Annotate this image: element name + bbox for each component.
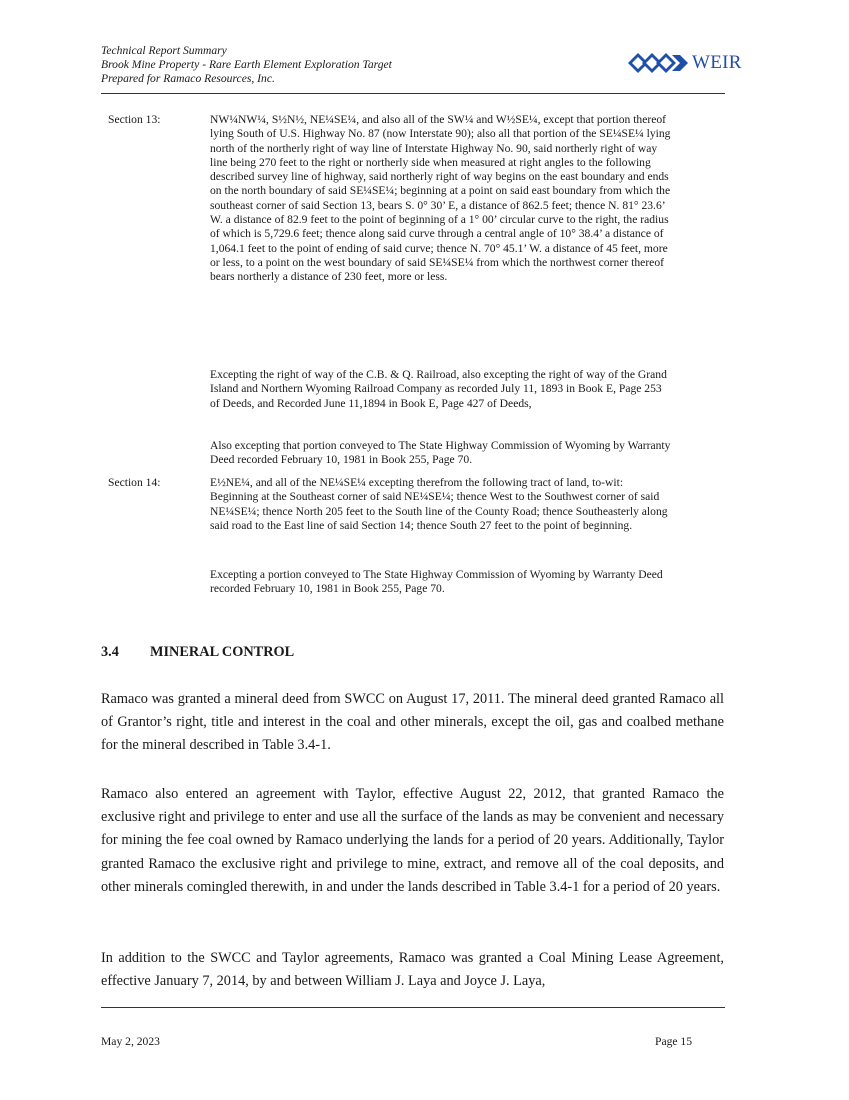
weir-chevrons-icon xyxy=(628,51,690,75)
section-13-highway-exception: Also excepting that portion conveyed to The State Highway Commission of Wyoming by Warranty Deed recorded February 10, 1981 in Book 255, Page 70. xyxy=(210,439,671,467)
page-number: Page 15 xyxy=(655,1035,693,1048)
footer-date: May 2, 2023 xyxy=(101,1035,160,1048)
section-title: MINERAL CONTROL xyxy=(150,644,295,660)
section-14-description: E½NE¼, and all of the NE¼SE¼ excepting therefrom the following tract of land, to-wit: Beginning at the Southeast corner of said NE¼SE¼; thence West to the Southwest corner of said NE¼SE¼; thence North 205 feet to the South line of the County Road; thence Southeasterly along said road to the East line of said Section 14; thence South 27 feet to the point of beginning. xyxy=(210,476,668,532)
header-divider xyxy=(101,93,725,94)
section-13-description: NW¼NW¼, S½N½, NE¼SE¼, and also all of the SW¼ and W½SE¼, except that portion thereof lying South of U.S. Highway No. 87 (now Interstate 90); also all that portion of the SE¼SE¼ lying north of the northerly right of way line of Interstate Highway No. 90, said northerly right of way line being 270 feet to the right or northerly side when measured at right angles to the following described survey line of highway, said northerly right of way begins on the east boundary and ends on the north boundary of said SE¼SE¼; beginning at a point on said east boundary from which the southeast corner of said Section 13, bears S. 0° 30’ E, a distance of 862.5 feet; thence N. 81° 23.6’ W. a distance of 82.9 feet to the point of beginning of a 1° 00’ circular curve to the right, the radius of which is 5,729.6 feet; thence along said curve through a central angle of 10° 38.4’ a distance of 1,064.1 feet to the point of ending of said curve; thence N. 70° 45.1’ W. a distance of 45 feet, more or less, to a point on the west boundary of said SE¼SE¼ from which the northwest corner thereof bears northerly a distance of 230 feet, more or less. xyxy=(210,113,671,284)
section-14-highway-exception: Excepting a portion conveyed to The State Highway Commission of Wyoming by Warranty Deed recorded February 10, 1981 in Book 255, Page 70. xyxy=(210,568,663,596)
weir-logo xyxy=(628,50,748,76)
section-13-label: Section 13: xyxy=(108,113,161,126)
header-line-subtitle: Brook Mine Property - Rare Earth Element Exploration Target xyxy=(101,58,392,72)
section-14-label: Section 14: xyxy=(108,476,161,489)
body-paragraph-lease-agreement: In addition to the SWCC and Taylor agreements, Ramaco was granted a Coal Mining Lease Agreement, effective January 7, 2014, by and between William J. Laya and Joyce J. Laya, xyxy=(101,950,724,990)
header-line-prepared-for: Prepared for Ramaco Resources, Inc. xyxy=(101,72,275,86)
weir-logo-text: WEIR xyxy=(692,52,742,73)
section-number: 3.4 xyxy=(101,644,119,660)
section-heading xyxy=(101,644,294,661)
footer-divider xyxy=(101,1007,725,1008)
body-paragraph-taylor-agreement: Ramaco also entered an agreement with Taylor, effective August 22, 2012, that granted Ramaco the exclusive right and privilege to enter and use all the surface of the lands as may be convenient and necessary for mining the fee coal owned by Ramaco underlying the lands for a period of 20 years. Additionally, Taylor granted Ramaco the exclusive right and privilege to mine, extract, and remove all of the coal deposits, and other minerals comingled therewith, in and under the lands described in Table 3.4-1 for a period of 20 years. xyxy=(101,786,724,895)
header-line-title: Technical Report Summary xyxy=(101,44,227,57)
body-paragraph-mineral-deed: Ramaco was granted a mineral deed from SWCC on August 17, 2011. The mineral deed granted Ramaco all of Grantor’s right, title and interest in the coal and other minerals, except the oil, gas and coalbed methane for the mineral described in Table 3.4-1. xyxy=(101,691,724,754)
section-13-railroad-exception: Excepting the right of way of the C.B. & Q. Railroad, also excepting the right of way of the Grand Island and Northern Wyoming Railroad Company as recorded July 11, 1893 in Book E, Page 253 of Deeds, and Recorded June 11,1894 in Book E, Page 427 of Deeds, xyxy=(210,368,667,410)
